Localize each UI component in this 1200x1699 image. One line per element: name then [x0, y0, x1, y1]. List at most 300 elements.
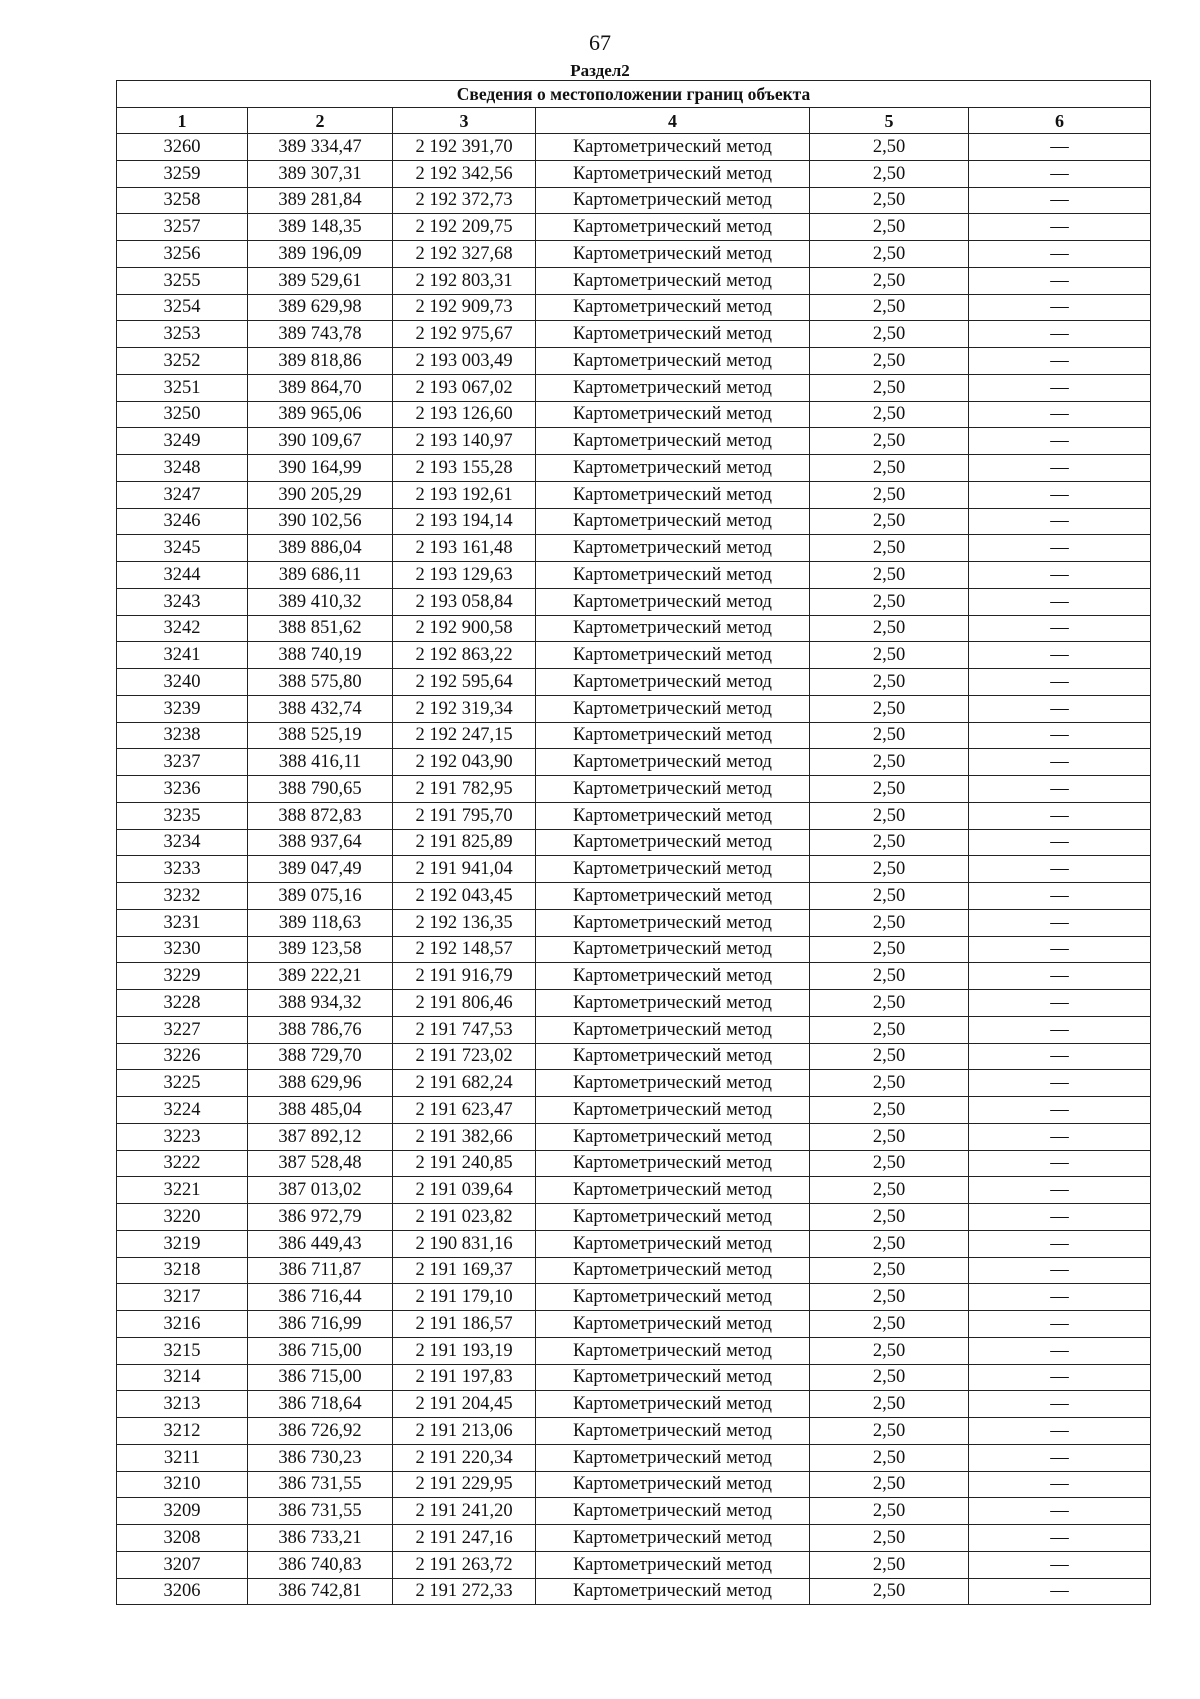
accuracy-cell: 2,50 — [810, 642, 969, 669]
accuracy-cell: 2,50 — [810, 1043, 969, 1070]
y-coordinate-cell: 2 192 863,22 — [393, 642, 536, 669]
method-cell: Картометрический метод — [536, 267, 810, 294]
y-coordinate-cell: 2 193 058,84 — [393, 588, 536, 615]
x-coordinate-cell: 387 528,48 — [248, 1150, 393, 1177]
method-cell: Картометрический метод — [536, 909, 810, 936]
x-coordinate-cell: 386 733,21 — [248, 1525, 393, 1552]
x-coordinate-cell: 389 281,84 — [248, 187, 393, 214]
table-row — [117, 990, 1151, 1017]
point-number-cell: 3211 — [117, 1444, 248, 1471]
point-number-cell: 3256 — [117, 241, 248, 268]
description-cell: — — [969, 1498, 1151, 1525]
description-cell: — — [969, 1284, 1151, 1311]
y-coordinate-cell: 2 191 272,33 — [393, 1578, 536, 1605]
description-cell: — — [969, 1016, 1151, 1043]
accuracy-cell: 2,50 — [810, 990, 969, 1017]
table-row — [117, 829, 1151, 856]
y-coordinate-cell: 2 192 900,58 — [393, 615, 536, 642]
y-coordinate-cell: 2 191 213,06 — [393, 1418, 536, 1445]
accuracy-cell: 2,50 — [810, 749, 969, 776]
table-row — [117, 695, 1151, 722]
method-cell: Картометрический метод — [536, 348, 810, 375]
y-coordinate-cell: 2 191 169,37 — [393, 1257, 536, 1284]
x-coordinate-cell: 389 222,21 — [248, 963, 393, 990]
x-coordinate-cell: 386 716,99 — [248, 1311, 393, 1338]
x-coordinate-cell: 388 934,32 — [248, 990, 393, 1017]
accuracy-cell: 2,50 — [810, 535, 969, 562]
point-number-cell: 3240 — [117, 669, 248, 696]
x-coordinate-cell: 389 123,58 — [248, 936, 393, 963]
y-coordinate-cell: 2 192 209,75 — [393, 214, 536, 241]
method-cell: Картометрический метод — [536, 1551, 810, 1578]
y-coordinate-cell: 2 191 193,19 — [393, 1337, 536, 1364]
accuracy-cell: 2,50 — [810, 936, 969, 963]
table-row — [117, 963, 1151, 990]
accuracy-cell: 2,50 — [810, 1230, 969, 1257]
accuracy-cell: 2,50 — [810, 187, 969, 214]
method-cell: Картометрический метод — [536, 1311, 810, 1338]
accuracy-cell: 2,50 — [810, 909, 969, 936]
y-coordinate-cell: 2 191 747,53 — [393, 1016, 536, 1043]
method-cell: Картометрический метод — [536, 990, 810, 1017]
y-coordinate-cell: 2 192 043,90 — [393, 749, 536, 776]
method-cell: Картометрический метод — [536, 749, 810, 776]
accuracy-cell: 2,50 — [810, 588, 969, 615]
accuracy-cell: 2,50 — [810, 1016, 969, 1043]
boundary-coordinates-table — [116, 80, 1151, 1605]
point-number-cell: 3219 — [117, 1230, 248, 1257]
description-cell: — — [969, 776, 1151, 803]
x-coordinate-cell: 389 047,49 — [248, 856, 393, 883]
y-coordinate-cell: 2 190 831,16 — [393, 1230, 536, 1257]
method-cell: Картометрический метод — [536, 883, 810, 910]
description-cell: — — [969, 267, 1151, 294]
table-row — [117, 241, 1151, 268]
point-number-cell: 3230 — [117, 936, 248, 963]
description-cell: — — [969, 883, 1151, 910]
table-row — [117, 374, 1151, 401]
description-cell: — — [969, 481, 1151, 508]
method-cell: Картометрический метод — [536, 1444, 810, 1471]
table-row — [117, 1578, 1151, 1605]
y-coordinate-cell: 2 192 975,67 — [393, 321, 536, 348]
table-row — [117, 508, 1151, 535]
point-number-cell: 3218 — [117, 1257, 248, 1284]
method-cell: Картометрический метод — [536, 1364, 810, 1391]
table-row — [117, 1070, 1151, 1097]
table-row — [117, 1204, 1151, 1231]
x-coordinate-cell: 390 205,29 — [248, 481, 393, 508]
x-coordinate-cell: 386 972,79 — [248, 1204, 393, 1231]
y-coordinate-cell: 2 192 342,56 — [393, 160, 536, 187]
method-cell: Картометрический метод — [536, 1177, 810, 1204]
point-number-cell: 3253 — [117, 321, 248, 348]
y-coordinate-cell: 2 192 247,15 — [393, 722, 536, 749]
point-number-cell: 3244 — [117, 562, 248, 589]
y-coordinate-cell: 2 191 382,66 — [393, 1123, 536, 1150]
x-coordinate-cell: 388 740,19 — [248, 642, 393, 669]
accuracy-cell: 2,50 — [810, 1284, 969, 1311]
method-cell: Картометрический метод — [536, 1230, 810, 1257]
y-coordinate-cell: 2 191 247,16 — [393, 1525, 536, 1552]
x-coordinate-cell: 386 711,87 — [248, 1257, 393, 1284]
accuracy-cell: 2,50 — [810, 1097, 969, 1124]
description-cell: — — [969, 134, 1151, 161]
x-coordinate-cell: 387 892,12 — [248, 1123, 393, 1150]
table-row — [117, 160, 1151, 187]
description-cell: — — [969, 535, 1151, 562]
x-coordinate-cell: 386 731,55 — [248, 1471, 393, 1498]
description-cell: — — [969, 214, 1151, 241]
x-coordinate-cell: 389 410,32 — [248, 588, 393, 615]
y-coordinate-cell: 2 191 186,57 — [393, 1311, 536, 1338]
table-row — [117, 1391, 1151, 1418]
method-cell: Картометрический метод — [536, 187, 810, 214]
accuracy-cell: 2,50 — [810, 1123, 969, 1150]
y-coordinate-cell: 2 191 229,95 — [393, 1471, 536, 1498]
point-number-cell: 3237 — [117, 749, 248, 776]
method-cell: Картометрический метод — [536, 374, 810, 401]
y-coordinate-cell: 2 191 916,79 — [393, 963, 536, 990]
y-coordinate-cell: 2 191 204,45 — [393, 1391, 536, 1418]
point-number-cell: 3210 — [117, 1471, 248, 1498]
x-coordinate-cell: 388 790,65 — [248, 776, 393, 803]
method-cell: Картометрический метод — [536, 1284, 810, 1311]
description-cell: — — [969, 588, 1151, 615]
point-number-cell: 3247 — [117, 481, 248, 508]
y-coordinate-cell: 2 192 909,73 — [393, 294, 536, 321]
point-number-cell: 3245 — [117, 535, 248, 562]
method-cell: Картометрический метод — [536, 455, 810, 482]
x-coordinate-cell: 389 965,06 — [248, 401, 393, 428]
point-number-cell: 3231 — [117, 909, 248, 936]
table-row — [117, 1097, 1151, 1124]
accuracy-cell: 2,50 — [810, 669, 969, 696]
x-coordinate-cell: 388 575,80 — [248, 669, 393, 696]
table-row — [117, 187, 1151, 214]
description-cell: — — [969, 428, 1151, 455]
table-row — [117, 1123, 1151, 1150]
method-cell: Картометрический метод — [536, 1097, 810, 1124]
x-coordinate-cell: 386 730,23 — [248, 1444, 393, 1471]
method-cell: Картометрический метод — [536, 695, 810, 722]
table-row — [117, 642, 1151, 669]
method-cell: Картометрический метод — [536, 1043, 810, 1070]
column-header-5: 5 — [810, 108, 969, 134]
accuracy-cell: 2,50 — [810, 883, 969, 910]
description-cell: — — [969, 669, 1151, 696]
accuracy-cell: 2,50 — [810, 428, 969, 455]
y-coordinate-cell: 2 193 155,28 — [393, 455, 536, 482]
table-row — [117, 1525, 1151, 1552]
table-row — [117, 321, 1151, 348]
accuracy-cell: 2,50 — [810, 1364, 969, 1391]
table-row — [117, 267, 1151, 294]
table-row — [117, 294, 1151, 321]
accuracy-cell: 2,50 — [810, 856, 969, 883]
accuracy-cell: 2,50 — [810, 321, 969, 348]
x-coordinate-cell: 386 731,55 — [248, 1498, 393, 1525]
x-coordinate-cell: 388 851,62 — [248, 615, 393, 642]
x-coordinate-cell: 389 118,63 — [248, 909, 393, 936]
description-cell: — — [969, 187, 1151, 214]
y-coordinate-cell: 2 191 263,72 — [393, 1551, 536, 1578]
y-coordinate-cell: 2 192 148,57 — [393, 936, 536, 963]
method-cell: Картометрический метод — [536, 776, 810, 803]
accuracy-cell: 2,50 — [810, 1444, 969, 1471]
method-cell: Картометрический метод — [536, 1150, 810, 1177]
y-coordinate-cell: 2 193 140,97 — [393, 428, 536, 455]
accuracy-cell: 2,50 — [810, 1578, 969, 1605]
y-coordinate-cell: 2 193 194,14 — [393, 508, 536, 535]
accuracy-cell: 2,50 — [810, 615, 969, 642]
y-coordinate-cell: 2 193 192,61 — [393, 481, 536, 508]
table-caption: Сведения о местоположении границ объекта — [117, 81, 1151, 108]
description-cell: — — [969, 749, 1151, 776]
y-coordinate-cell: 2 191 179,10 — [393, 1284, 536, 1311]
point-number-cell: 3251 — [117, 374, 248, 401]
accuracy-cell: 2,50 — [810, 722, 969, 749]
table-row — [117, 1150, 1151, 1177]
y-coordinate-cell: 2 191 240,85 — [393, 1150, 536, 1177]
method-cell: Картометрический метод — [536, 1391, 810, 1418]
x-coordinate-cell: 388 729,70 — [248, 1043, 393, 1070]
y-coordinate-cell: 2 192 372,73 — [393, 187, 536, 214]
point-number-cell: 3221 — [117, 1177, 248, 1204]
description-cell: — — [969, 909, 1151, 936]
table-row — [117, 909, 1151, 936]
y-coordinate-cell: 2 191 682,24 — [393, 1070, 536, 1097]
column-header-6: 6 — [969, 108, 1151, 134]
x-coordinate-cell: 389 629,98 — [248, 294, 393, 321]
table-row — [117, 1177, 1151, 1204]
accuracy-cell: 2,50 — [810, 776, 969, 803]
method-cell: Картометрический метод — [536, 829, 810, 856]
x-coordinate-cell: 388 937,64 — [248, 829, 393, 856]
description-cell: — — [969, 1525, 1151, 1552]
description-cell: — — [969, 963, 1151, 990]
description-cell: — — [969, 1391, 1151, 1418]
accuracy-cell: 2,50 — [810, 160, 969, 187]
x-coordinate-cell: 390 109,67 — [248, 428, 393, 455]
x-coordinate-cell: 386 449,43 — [248, 1230, 393, 1257]
y-coordinate-cell: 2 192 391,70 — [393, 134, 536, 161]
table-row — [117, 776, 1151, 803]
method-cell: Картометрический метод — [536, 562, 810, 589]
description-cell: — — [969, 1123, 1151, 1150]
accuracy-cell: 2,50 — [810, 455, 969, 482]
method-cell: Картометрический метод — [536, 856, 810, 883]
accuracy-cell: 2,50 — [810, 1551, 969, 1578]
point-number-cell: 3220 — [117, 1204, 248, 1231]
x-coordinate-cell: 388 432,74 — [248, 695, 393, 722]
accuracy-cell: 2,50 — [810, 562, 969, 589]
table-body — [117, 134, 1151, 1605]
description-cell: — — [969, 1471, 1151, 1498]
x-coordinate-cell: 386 715,00 — [248, 1337, 393, 1364]
page-number: 67 — [589, 30, 611, 55]
x-coordinate-cell: 388 416,11 — [248, 749, 393, 776]
description-cell: — — [969, 1337, 1151, 1364]
method-cell: Картометрический метод — [536, 1498, 810, 1525]
method-cell: Картометрический метод — [536, 241, 810, 268]
x-coordinate-cell: 389 886,04 — [248, 535, 393, 562]
y-coordinate-cell: 2 192 595,64 — [393, 669, 536, 696]
description-cell: — — [969, 241, 1151, 268]
method-cell: Картометрический метод — [536, 722, 810, 749]
x-coordinate-cell: 386 740,83 — [248, 1551, 393, 1578]
point-number-cell: 3208 — [117, 1525, 248, 1552]
description-cell: — — [969, 829, 1151, 856]
table-row — [117, 401, 1151, 428]
table-row — [117, 722, 1151, 749]
method-cell: Картометрический метод — [536, 802, 810, 829]
x-coordinate-cell: 388 786,76 — [248, 1016, 393, 1043]
column-header-row — [117, 108, 1151, 134]
table-row — [117, 669, 1151, 696]
point-number-cell: 3248 — [117, 455, 248, 482]
point-number-cell: 3254 — [117, 294, 248, 321]
table-row — [117, 481, 1151, 508]
description-cell: — — [969, 1070, 1151, 1097]
method-cell: Картометрический метод — [536, 508, 810, 535]
y-coordinate-cell: 2 191 806,46 — [393, 990, 536, 1017]
y-coordinate-cell: 2 192 327,68 — [393, 241, 536, 268]
description-cell: — — [969, 695, 1151, 722]
description-cell: — — [969, 1364, 1151, 1391]
table-row — [117, 1418, 1151, 1445]
accuracy-cell: 2,50 — [810, 1471, 969, 1498]
accuracy-cell: 2,50 — [810, 134, 969, 161]
point-number-cell: 3225 — [117, 1070, 248, 1097]
x-coordinate-cell: 389 743,78 — [248, 321, 393, 348]
point-number-cell: 3217 — [117, 1284, 248, 1311]
x-coordinate-cell: 389 529,61 — [248, 267, 393, 294]
y-coordinate-cell: 2 191 723,02 — [393, 1043, 536, 1070]
accuracy-cell: 2,50 — [810, 294, 969, 321]
accuracy-cell: 2,50 — [810, 508, 969, 535]
description-cell: — — [969, 856, 1151, 883]
point-number-cell: 3216 — [117, 1311, 248, 1338]
y-coordinate-cell: 2 192 043,45 — [393, 883, 536, 910]
accuracy-cell: 2,50 — [810, 1525, 969, 1552]
point-number-cell: 3255 — [117, 267, 248, 294]
table-row — [117, 1043, 1151, 1070]
point-number-cell: 3215 — [117, 1337, 248, 1364]
y-coordinate-cell: 2 193 126,60 — [393, 401, 536, 428]
method-cell: Картометрический метод — [536, 669, 810, 696]
point-number-cell: 3213 — [117, 1391, 248, 1418]
table-row — [117, 1257, 1151, 1284]
point-number-cell: 3207 — [117, 1551, 248, 1578]
method-cell: Картометрический метод — [536, 214, 810, 241]
y-coordinate-cell: 2 191 795,70 — [393, 802, 536, 829]
method-cell: Картометрический метод — [536, 1016, 810, 1043]
x-coordinate-cell: 389 196,09 — [248, 241, 393, 268]
accuracy-cell: 2,50 — [810, 374, 969, 401]
table-row — [117, 1551, 1151, 1578]
y-coordinate-cell: 2 191 039,64 — [393, 1177, 536, 1204]
accuracy-cell: 2,50 — [810, 267, 969, 294]
point-number-cell: 3234 — [117, 829, 248, 856]
table-row — [117, 455, 1151, 482]
point-number-cell: 3242 — [117, 615, 248, 642]
x-coordinate-cell: 388 872,83 — [248, 802, 393, 829]
accuracy-cell: 2,50 — [810, 963, 969, 990]
accuracy-cell: 2,50 — [810, 802, 969, 829]
accuracy-cell: 2,50 — [810, 401, 969, 428]
table-row — [117, 749, 1151, 776]
point-number-cell: 3250 — [117, 401, 248, 428]
description-cell: — — [969, 1551, 1151, 1578]
accuracy-cell: 2,50 — [810, 695, 969, 722]
description-cell: — — [969, 455, 1151, 482]
description-cell: — — [969, 508, 1151, 535]
accuracy-cell: 2,50 — [810, 241, 969, 268]
accuracy-cell: 2,50 — [810, 1070, 969, 1097]
method-cell: Картометрический метод — [536, 428, 810, 455]
description-cell: — — [969, 1204, 1151, 1231]
x-coordinate-cell: 390 164,99 — [248, 455, 393, 482]
description-cell: — — [969, 1150, 1151, 1177]
table-caption-row — [117, 81, 1151, 108]
column-header-4: 4 — [536, 108, 810, 134]
table-row — [117, 1337, 1151, 1364]
y-coordinate-cell: 2 192 319,34 — [393, 695, 536, 722]
x-coordinate-cell: 387 013,02 — [248, 1177, 393, 1204]
point-number-cell: 3228 — [117, 990, 248, 1017]
method-cell: Картометрический метод — [536, 535, 810, 562]
point-number-cell: 3241 — [117, 642, 248, 669]
y-coordinate-cell: 2 191 023,82 — [393, 1204, 536, 1231]
point-number-cell: 3238 — [117, 722, 248, 749]
y-coordinate-cell: 2 192 136,35 — [393, 909, 536, 936]
table-row — [117, 214, 1151, 241]
accuracy-cell: 2,50 — [810, 1337, 969, 1364]
x-coordinate-cell: 389 864,70 — [248, 374, 393, 401]
x-coordinate-cell: 386 726,92 — [248, 1418, 393, 1445]
description-cell: — — [969, 1418, 1151, 1445]
y-coordinate-cell: 2 193 129,63 — [393, 562, 536, 589]
table-row — [117, 1364, 1151, 1391]
table-row — [117, 1498, 1151, 1525]
accuracy-cell: 2,50 — [810, 829, 969, 856]
description-cell: — — [969, 1444, 1151, 1471]
description-cell: — — [969, 562, 1151, 589]
description-cell: — — [969, 722, 1151, 749]
section-title: Раздел2 — [570, 61, 630, 80]
x-coordinate-cell: 389 148,35 — [248, 214, 393, 241]
x-coordinate-cell: 389 307,31 — [248, 160, 393, 187]
description-cell: — — [969, 321, 1151, 348]
point-number-cell: 3235 — [117, 802, 248, 829]
table-row — [117, 348, 1151, 375]
description-cell: — — [969, 348, 1151, 375]
description-cell: — — [969, 802, 1151, 829]
point-number-cell: 3246 — [117, 508, 248, 535]
description-cell: — — [969, 1043, 1151, 1070]
method-cell: Картометрический метод — [536, 1578, 810, 1605]
table-row — [117, 1311, 1151, 1338]
x-coordinate-cell: 389 334,47 — [248, 134, 393, 161]
point-number-cell: 3243 — [117, 588, 248, 615]
x-coordinate-cell: 389 075,16 — [248, 883, 393, 910]
description-cell: — — [969, 1230, 1151, 1257]
point-number-cell: 3249 — [117, 428, 248, 455]
method-cell: Картометрический метод — [536, 1257, 810, 1284]
table-row — [117, 588, 1151, 615]
column-header-1: 1 — [117, 108, 248, 134]
